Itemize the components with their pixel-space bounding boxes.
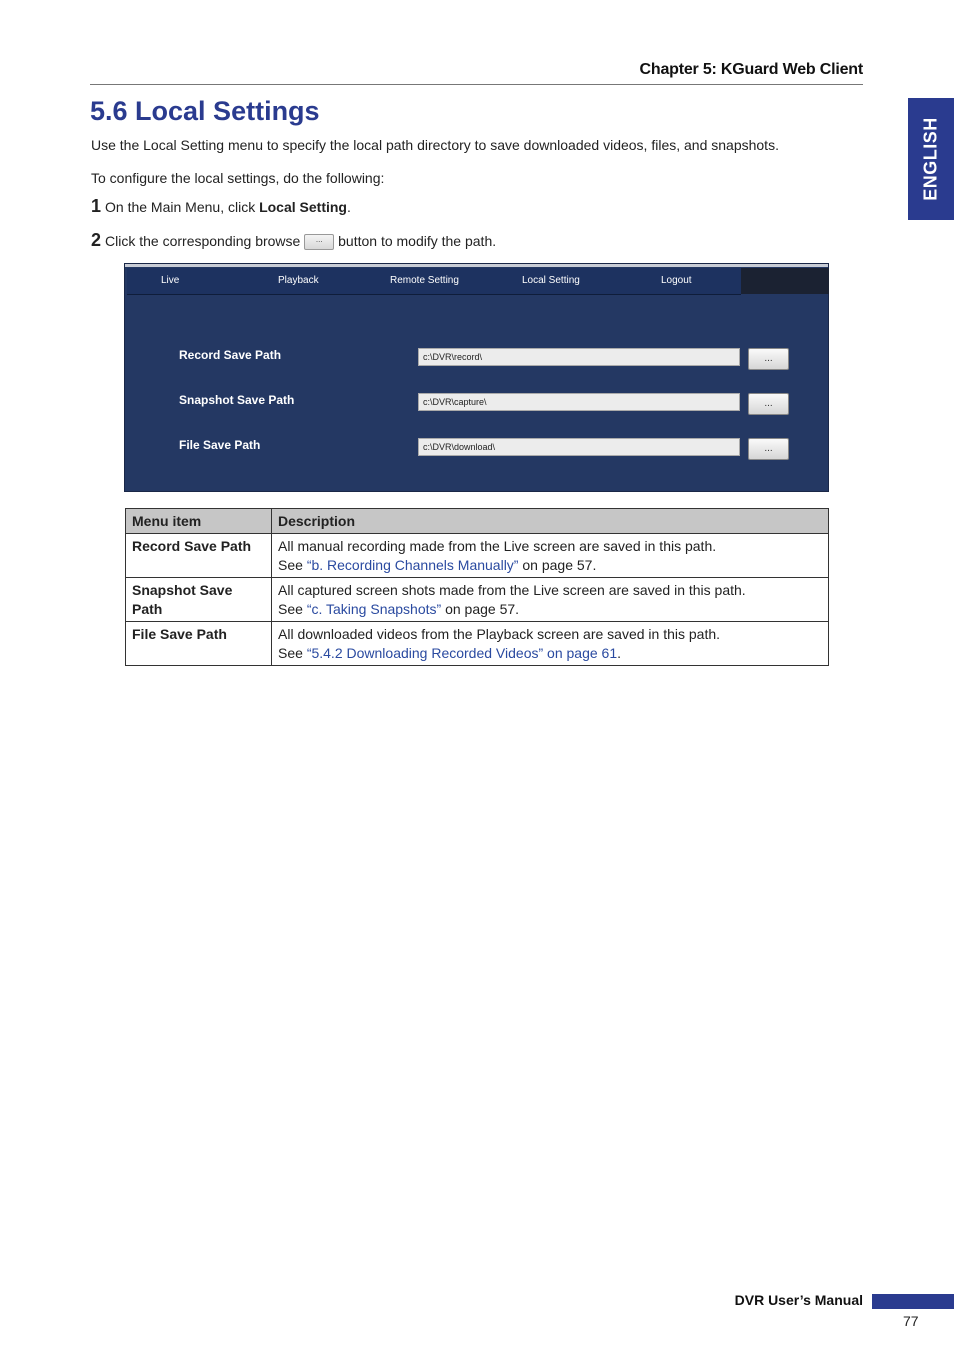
chapter-title: Chapter 5: KGuard Web Client xyxy=(639,61,863,78)
step-text-end: . xyxy=(346,199,351,215)
step-emphasis: Local Setting xyxy=(259,199,347,215)
nav-local-setting[interactable]: Local Setting xyxy=(522,275,580,286)
see-text: See xyxy=(278,601,307,617)
page-ref-text: on page 57. xyxy=(518,557,597,573)
chapter-header xyxy=(90,58,863,85)
table-cell-item: Snapshot Save Path xyxy=(126,578,272,622)
see-text: See xyxy=(278,557,307,573)
table-cell-item: Record Save Path xyxy=(126,534,272,578)
cross-reference-link[interactable]: “5.4.2 Downloading Recorded Videos” on page 61 xyxy=(306,645,618,661)
table-header-description: Description xyxy=(272,509,829,534)
footer-accent-bar xyxy=(872,1294,954,1309)
intro-paragraph: Use the Local Setting menu to specify the local path directory to save downloaded videos, files, and snapshots. xyxy=(91,137,779,153)
table-header-menu-item: Menu item xyxy=(126,509,272,534)
footer-manual-title: DVR User’s Manual xyxy=(734,1292,863,1308)
table-cell-description xyxy=(272,622,829,666)
table-cell-description xyxy=(272,578,829,622)
menu-bar-filler xyxy=(741,268,829,294)
step-text: On the Main Menu, click xyxy=(105,199,260,215)
step-1 xyxy=(91,196,351,217)
snapshot-save-path-input[interactable] xyxy=(418,393,740,411)
cross-reference-link[interactable]: “b. Recording Channels Manually” xyxy=(306,557,519,573)
table-row xyxy=(126,534,829,578)
page-ref-text: on page 57. xyxy=(441,601,520,617)
nav-logout[interactable]: Logout xyxy=(661,275,692,286)
table-cell-item: File Save Path xyxy=(126,622,272,666)
snapshot-save-path-label: Snapshot Save Path xyxy=(179,393,295,407)
page-number: 77 xyxy=(903,1313,919,1329)
table-row xyxy=(126,578,829,622)
language-tab xyxy=(908,98,954,220)
local-setting-screenshot xyxy=(124,263,829,492)
step-number: 1 xyxy=(91,196,102,216)
step-text-end: button to modify the path. xyxy=(334,233,497,249)
section-title: 5.6 Local Settings xyxy=(90,96,320,126)
description-text: All captured screen shots made from the Live screen are saved in this path. xyxy=(278,582,746,598)
step-text: Click the corresponding browse xyxy=(105,233,305,249)
nav-remote-setting[interactable]: Remote Setting xyxy=(390,275,459,286)
screenshot-top-border xyxy=(125,264,828,267)
page-ref-text: . xyxy=(617,645,621,661)
inline-browse-button-image: ... xyxy=(304,234,334,250)
step-number: 2 xyxy=(91,230,102,250)
record-save-path-label: Record Save Path xyxy=(179,348,282,362)
main-menu-bar xyxy=(127,268,741,295)
table-row xyxy=(126,622,829,666)
file-save-path-label: File Save Path xyxy=(179,438,261,452)
record-save-path-input[interactable] xyxy=(418,348,740,366)
table-cell-description xyxy=(272,534,829,578)
record-browse-button[interactable]: ... xyxy=(748,348,789,370)
see-text: See xyxy=(278,645,307,661)
file-browse-button[interactable]: ... xyxy=(748,438,789,460)
nav-playback[interactable]: Playback xyxy=(278,275,319,286)
nav-live[interactable]: Live xyxy=(161,275,180,286)
cross-reference-link[interactable]: “c. Taking Snapshots” xyxy=(306,601,442,617)
table-header-row xyxy=(126,509,829,534)
menu-description-table xyxy=(125,508,829,666)
snapshot-browse-button[interactable]: ... xyxy=(748,393,789,415)
file-save-path-input[interactable] xyxy=(418,438,740,456)
step-2 xyxy=(91,230,496,251)
language-tab-label: ENGLISH xyxy=(920,117,941,201)
description-text: All manual recording made from the Live screen are saved in this path. xyxy=(278,538,717,554)
description-text: All downloaded videos from the Playback screen are saved in this path. xyxy=(278,626,721,642)
configure-paragraph: To configure the local settings, do the following: xyxy=(91,170,385,186)
